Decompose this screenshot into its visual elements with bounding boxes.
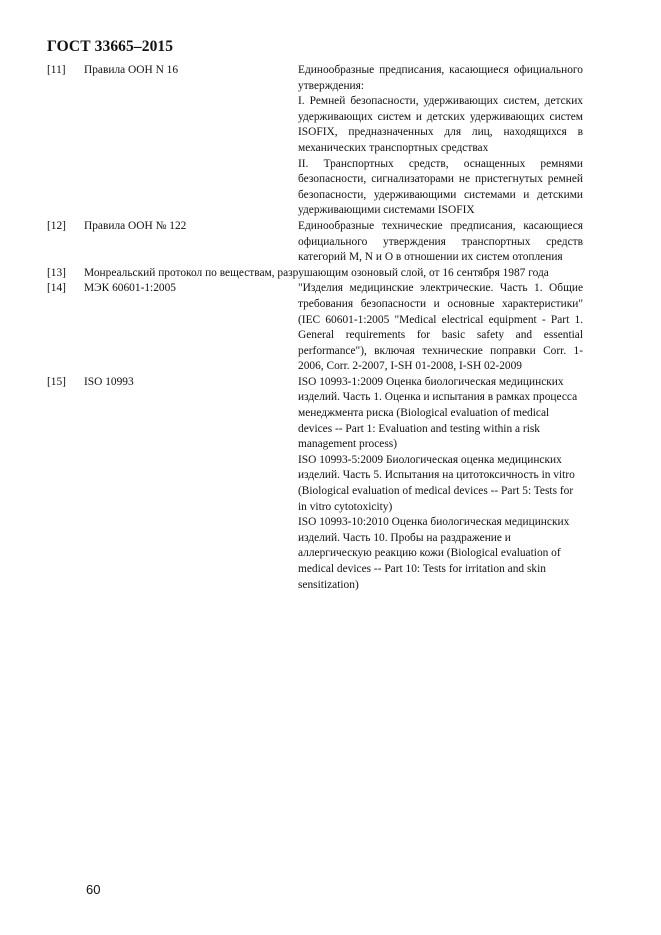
- reference-entry-13: [47, 266, 587, 282]
- reference-paragraph: Единообразные технические предписания, касающиеся официального утверждения транспортных средств категорий M, N и O в отношении их систем отопления: [298, 219, 583, 264]
- reference-paragraph: I. Ремней безопасности, удерживающих систем, детских удерживающих систем и детских удерживающих систем ISOFIX, предназначенных для лиц, находящихся в механических транспортных средствах: [298, 95, 583, 154]
- reference-paragraph: ISO 10993-1:2009 Оценка биологическая медицинских изделий. Часть 1. Оценка и испытания в рамках процесса менеджмента риска (Biological evaluation of medical devices -- Part 1: Evaluation and testing within a risk management process): [298, 375, 578, 451]
- reference-description: [298, 375, 583, 593]
- reference-title: МЭК 60601-1:2005: [84, 282, 177, 295]
- reference-description: [298, 281, 583, 375]
- document-header: ГОСТ 33665–2015: [47, 38, 174, 55]
- reference-title: Правила ООН № 122: [84, 219, 187, 232]
- reference-entry-14: [47, 281, 587, 375]
- reference-paragraph: "Изделия медицинские электрические. Часть 1. Общие требования безопасности и основные характеристики" (IEC 60601-1:2005 "Medical electrical equipment - Part 1. General requirements for basic safety and essential performance"), включая технические поправки Corr. 1-2006, Corr. 2-2007, I-SH 01-2008, I-SH 02-2009: [298, 282, 583, 373]
- reference-number: [12]: [47, 219, 66, 232]
- reference-description: [298, 63, 583, 219]
- reference-entry-11: [47, 63, 587, 219]
- reference-title: Правила ООН N 16: [84, 64, 179, 76]
- reference-entry-12: [47, 219, 587, 266]
- reference-paragraph: ISO 10993-10:2010 Оценка биологическая медицинских изделий. Часть 10. Пробы на раздражение и аллергическую реакцию кожи (Biological evaluation of medical devices -- Part 10: Tests for irritation and skin sensitization): [298, 516, 570, 591]
- reference-paragraph: Единообразные предписания, касающиеся официального утверждения:: [298, 64, 583, 92]
- reference-paragraph: ISO 10993-5:2009 Биологическая оценка медицинских изделий. Часть 5. Испытания на цитотоксичность in vitro (Biological evaluation of medical devices -- Part 5: Tests for in vitro cytotoxicity): [298, 453, 575, 513]
- reference-list: [47, 63, 587, 593]
- reference-number: [13]: [47, 266, 66, 279]
- reference-number: [14]: [47, 282, 66, 295]
- reference-title: ISO 10993: [84, 375, 134, 388]
- reference-full-text: Монреальский протокол по веществам, разрушающим озоновый слой, от 16 сентября 1987 года: [84, 266, 549, 279]
- reference-description: [298, 219, 583, 266]
- reference-number: [15]: [47, 375, 66, 388]
- reference-number: [11]: [47, 64, 66, 76]
- page-number: 60: [86, 882, 101, 897]
- reference-entry-15: [47, 375, 587, 593]
- reference-paragraph: II. Транспортных средств, оснащенных ремнями безопасности, сигнализаторами не пристегнутых ремней безопасности, удерживающими системами и детскими удерживающими системами ISOFIX: [298, 157, 583, 217]
